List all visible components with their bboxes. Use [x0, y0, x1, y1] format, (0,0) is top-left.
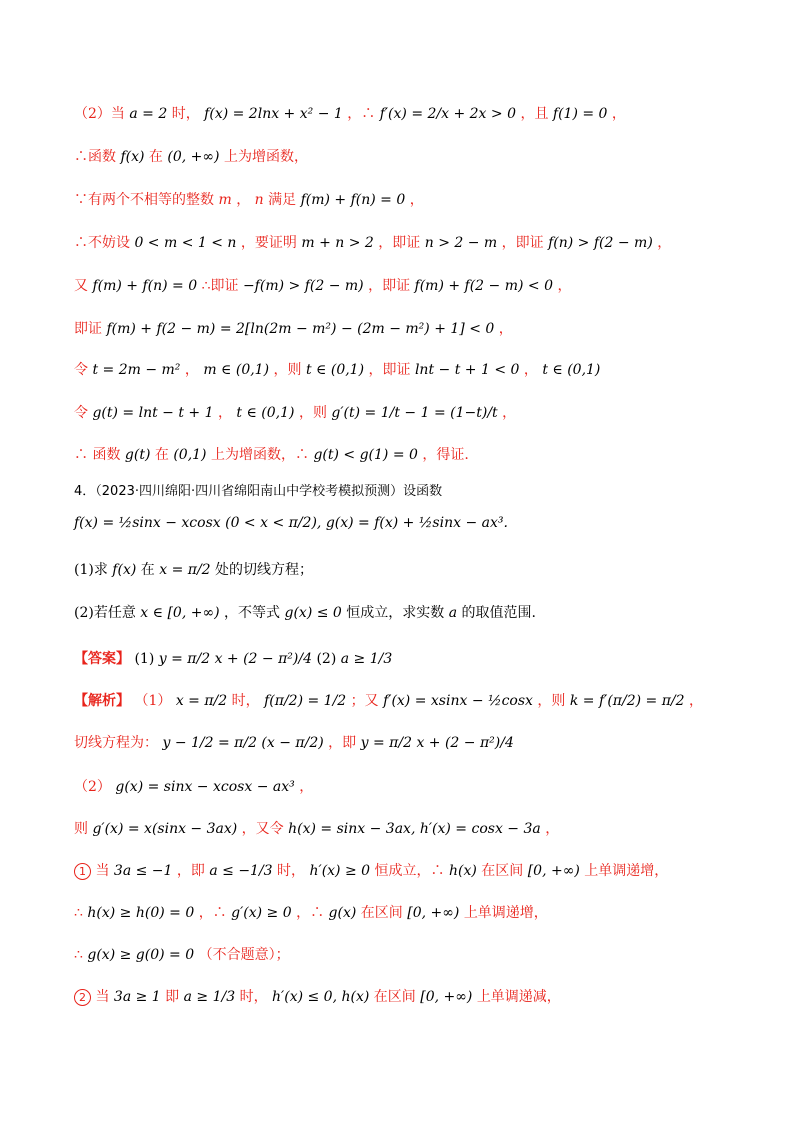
answer-tag: 【答案】 — [74, 651, 130, 667]
text: ∴即证 — [201, 278, 239, 294]
text: ， — [688, 693, 703, 709]
problem-4-part-2 — [74, 602, 536, 624]
text: ，即证 — [368, 362, 411, 378]
text: 恒成立，求实数 — [346, 605, 445, 621]
text: 的取值范围. — [461, 605, 536, 621]
math: t ∈ (0,1) — [305, 362, 365, 378]
text: ，∴ — [296, 905, 325, 921]
math: g(t) < g(1) = 0 — [313, 447, 418, 463]
math: [0, +∞) — [527, 863, 580, 879]
text: 上单调递减， — [476, 989, 561, 1005]
text: ， — [409, 192, 424, 208]
math: g′(x) = x(sinx − 3ax) — [92, 821, 238, 837]
text: ， — [657, 235, 672, 251]
math: h′(x) ≤ 0, h(x) — [272, 989, 370, 1005]
text: 即 — [165, 989, 180, 1005]
math: f(x) — [112, 562, 137, 578]
case-2-line-1 — [74, 986, 561, 1008]
case-1-line-3 — [74, 944, 290, 966]
math: g(x) ≥ g(0) = 0 — [87, 947, 195, 963]
math: 3a ≥ 1 — [113, 989, 161, 1005]
text: (2)若任意 — [74, 605, 136, 621]
text: 上为增函数，∴ — [210, 447, 309, 463]
math: 3a ≤ −1 — [113, 863, 173, 879]
math: t = 2m − m² — [92, 362, 181, 378]
solution-line-3 — [74, 189, 424, 211]
text: (1) — [134, 651, 155, 667]
math: [0, +∞) — [420, 989, 473, 1005]
text: ， — [502, 405, 517, 421]
math: m ∈ (0,1) — [203, 362, 270, 378]
math: x ∈ [0, +∞) — [140, 605, 220, 621]
text: (2) — [316, 651, 337, 667]
text: 在 — [148, 149, 163, 165]
case-1-line-1 — [74, 860, 668, 882]
text: 当 — [95, 863, 110, 879]
math: h′(x) ≥ 0 — [309, 863, 371, 879]
text: ∴不妨设 — [74, 235, 130, 251]
text: 令 — [74, 362, 88, 378]
text: （1） — [134, 693, 172, 709]
text: 4．（2023·四川绵阳·四川省绵阳南山中学校考模拟预测）设函数 — [74, 484, 443, 499]
math: g(x) — [328, 905, 357, 921]
text: 上为增函数， — [223, 149, 308, 165]
text: 恒成立，∴ — [374, 863, 445, 879]
math: g(x) ≤ 0 — [284, 605, 342, 621]
math: lnt − t + 1 < 0 — [414, 362, 520, 378]
text: ，∴ — [347, 106, 376, 122]
math: [0, +∞) — [407, 905, 460, 921]
math: h(x) = sinx − 3ax, h′(x) = cosx − 3a — [288, 821, 541, 837]
text: ，即证 — [501, 235, 544, 251]
math: g′(t) = 1/t − 1 = (1−t)/t — [331, 405, 498, 421]
solution-line-5 — [74, 275, 571, 297]
text: ，又令 — [241, 821, 284, 837]
text: 在区间 — [360, 905, 403, 921]
math: f(1) = 0 — [552, 106, 608, 122]
text: （2）当 — [74, 106, 125, 122]
text: 令 — [74, 405, 88, 421]
math: x = π/2 — [175, 693, 228, 709]
math: f(π/2) = 1/2 — [264, 693, 347, 709]
math: f(x) = 2lnx + x² − 1 — [204, 106, 343, 122]
text: ， — [299, 779, 314, 795]
math: g′(x) ≥ 0 — [231, 905, 292, 921]
text: ，即证 — [378, 235, 421, 251]
text: 处的切线方程； — [215, 562, 314, 578]
text: ∴ — [74, 905, 83, 921]
solution-line-1 — [74, 103, 626, 125]
math: a — [448, 605, 458, 621]
text: ，则 — [273, 362, 302, 378]
text: ， — [184, 362, 199, 378]
text: ， — [498, 321, 513, 337]
text: ，得证. — [422, 447, 469, 463]
answer-line — [74, 648, 392, 670]
math: −f(m) > f(2 − m) — [242, 278, 364, 294]
math: n > 2 − m — [424, 235, 498, 251]
math: h(x) ≥ h(0) = 0 — [87, 905, 195, 921]
text: ，即 — [328, 735, 357, 751]
math: f(m) + f(2 − m) = 2[ln(2m − m²) − (2m − m²) + 1] < 0 — [106, 321, 495, 337]
analysis-line-3 — [74, 776, 313, 798]
problem-4-heading — [74, 481, 442, 503]
text: ， — [545, 821, 560, 837]
math: m — [218, 192, 232, 208]
circled-two-marker: 2 — [74, 989, 91, 1006]
text: 当 — [95, 989, 110, 1005]
text: 即证 — [74, 321, 102, 337]
text: ，不等式 — [224, 605, 281, 621]
text: 满足 — [268, 192, 297, 208]
text: ，即 — [176, 863, 205, 879]
text: ， — [236, 192, 251, 208]
analysis-line-4 — [74, 818, 559, 840]
text: （不合题意）； — [198, 947, 290, 963]
text: 切线方程为： — [74, 735, 158, 751]
text: 在区间 — [373, 989, 416, 1005]
math: n — [254, 192, 264, 208]
math: m + n > 2 — [301, 235, 374, 251]
text: 在 — [154, 447, 169, 463]
text: 上单调递增， — [463, 905, 548, 921]
text: 时， — [171, 106, 200, 122]
problem-4-function — [74, 512, 508, 534]
math: g(t) = lnt − t + 1 — [92, 405, 214, 421]
text: ∴函数 — [74, 149, 116, 165]
solution-line-6 — [74, 318, 513, 340]
problem-4-part-1 — [74, 559, 313, 581]
text: ， — [217, 405, 232, 421]
math: f(x) — [120, 149, 145, 165]
text: ，即证 — [368, 278, 411, 294]
solution-line-7 — [74, 359, 600, 381]
solution-line-8 — [74, 402, 516, 424]
math: f(n) > f(2 − m) — [548, 235, 653, 251]
text: ，则 — [298, 405, 327, 421]
text: 上单调递增， — [584, 863, 669, 879]
text: ， — [523, 362, 538, 378]
case-1-line-2 — [74, 902, 548, 924]
math: f(x) = ½sinx − xcosx (0 < x < π/2), g(x) = f(x) + ½sinx − ax³. — [74, 515, 508, 531]
math: a ≥ 1/3 — [340, 651, 393, 667]
analysis-tag: 【解析】 — [74, 693, 130, 709]
text: ；又 — [350, 693, 379, 709]
text: 又 — [74, 278, 88, 294]
math: f(m) + f(n) = 0 — [92, 278, 198, 294]
math: g(t) — [124, 447, 151, 463]
solution-line-4 — [74, 232, 671, 254]
math: (0,1) — [173, 447, 207, 463]
text: (1)求 — [74, 562, 108, 578]
math: h(x) — [448, 863, 477, 879]
math: t ∈ (0,1) — [542, 362, 601, 378]
text: ， — [557, 278, 572, 294]
text: 在区间 — [481, 863, 524, 879]
text: 时， — [239, 989, 268, 1005]
text: ，∴ — [198, 905, 227, 921]
text: ，且 — [520, 106, 549, 122]
text: ∴ — [74, 947, 83, 963]
circled-one-marker: 1 — [74, 863, 91, 880]
math: y = π/2 x + (2 − π²)/4 — [158, 651, 312, 667]
math: f(m) + f(n) = 0 — [300, 192, 406, 208]
text: ∴ 函数 — [74, 447, 121, 463]
text: ，要证明 — [240, 235, 297, 251]
text: （2） — [74, 779, 111, 795]
solution-line-9 — [74, 444, 469, 466]
math: (0, +∞) — [167, 149, 220, 165]
text: 则 — [74, 821, 88, 837]
math: f′(x) = xsinx − ½cosx — [383, 693, 533, 709]
math: 0 < m < 1 < n — [134, 235, 237, 251]
text: 时， — [277, 863, 306, 879]
math: a ≥ 1/3 — [183, 989, 236, 1005]
math: t ∈ (0,1) — [236, 405, 295, 421]
math: x = π/2 — [159, 562, 211, 578]
solution-line-2 — [74, 146, 308, 168]
text: 时， — [231, 693, 260, 709]
math: a = 2 — [129, 106, 168, 122]
text: 在 — [140, 562, 155, 578]
math: g(x) = sinx − xcosx − ax³ — [115, 779, 295, 795]
math: f(m) + f(2 − m) < 0 — [414, 278, 553, 294]
math: y = π/2 x + (2 − π²)/4 — [360, 735, 514, 751]
math: y − 1/2 = π/2 (x − π/2) — [162, 735, 324, 751]
math: f′(x) = 2/x + 2x > 0 — [379, 106, 516, 122]
text: ∵有两个不相等的整数 — [74, 192, 214, 208]
text: ，则 — [537, 693, 566, 709]
analysis-line-2 — [74, 732, 514, 754]
math: k = f′(π/2) = π/2 — [569, 693, 685, 709]
analysis-line-1 — [74, 690, 703, 712]
text: ， — [611, 106, 626, 122]
math: a ≤ −1/3 — [209, 863, 273, 879]
